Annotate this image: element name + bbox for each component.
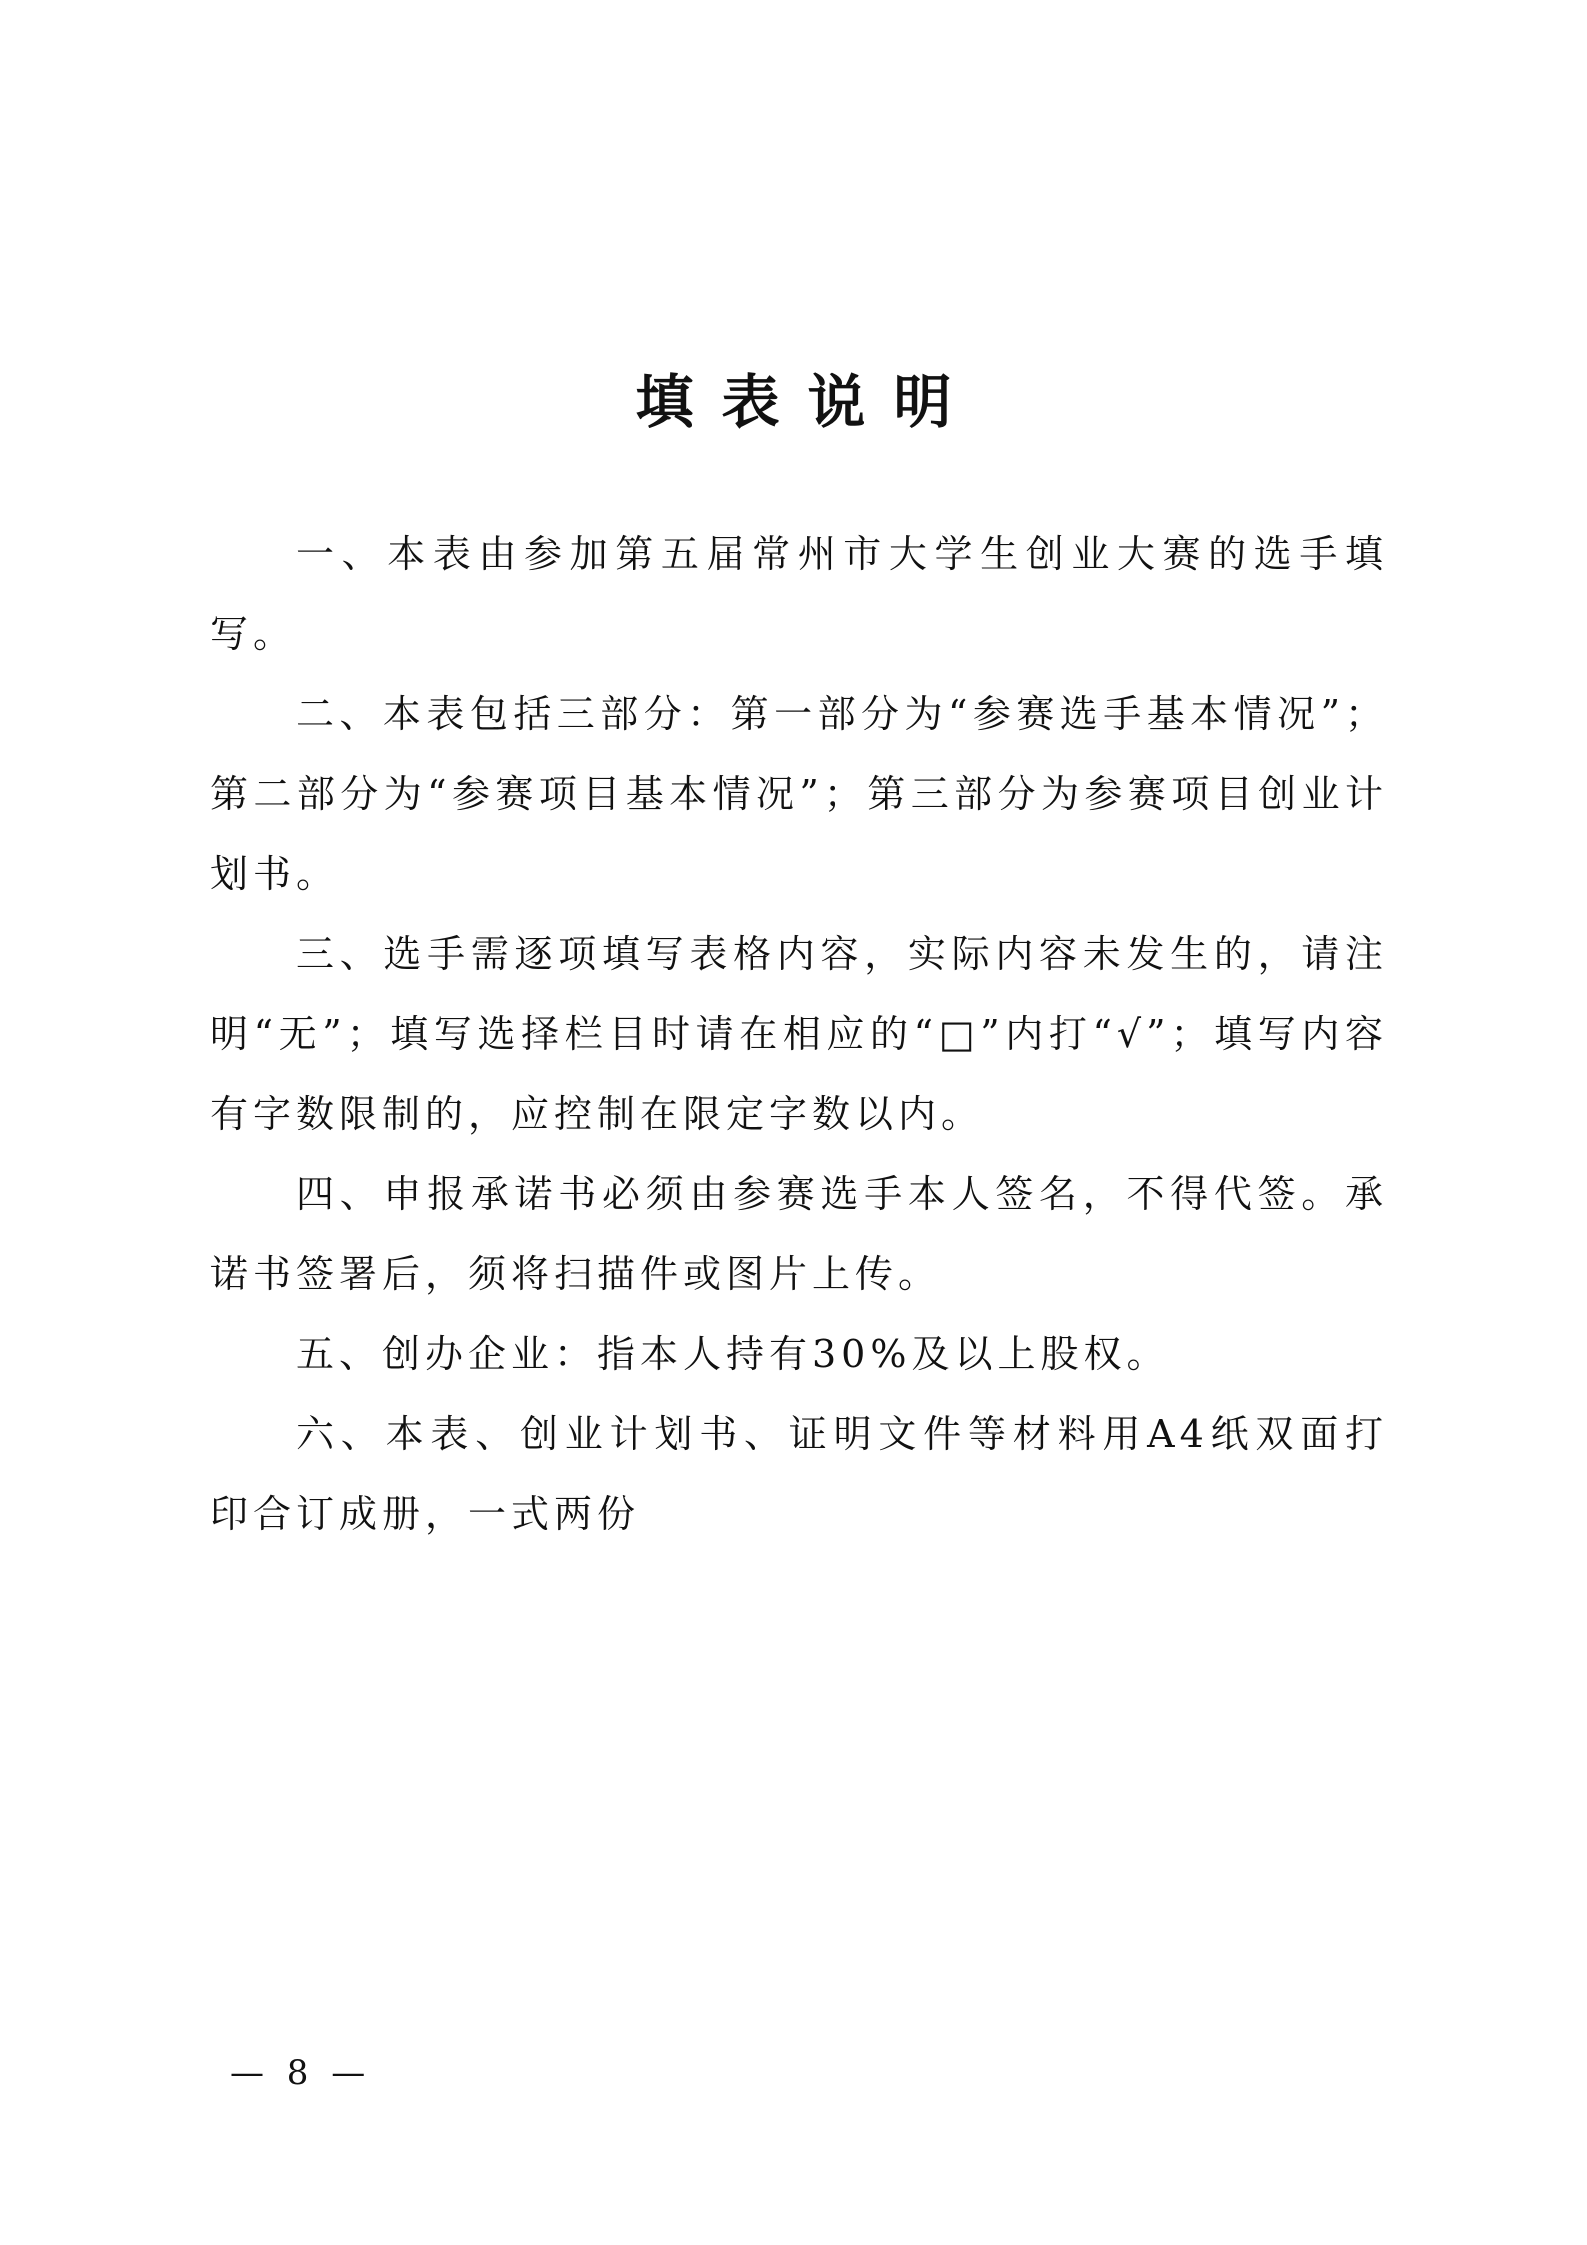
page-title: 填表说明 <box>635 368 980 436</box>
instruction-item-3: 三、选手需逐项填写表格内容，实际内容未发生的，请注明“无”；填写选择栏目时请在相应的“□”内打“√”；填写内容有字数限制的，应控制在限定字数以内。 <box>210 932 1388 1136</box>
instruction-item-1: 一、本表由参加第五届常州市大学生创业大赛的选手填写。 <box>210 532 1388 656</box>
instruction-item-4: 四、申报承诺书必须由参赛选手本人签名，不得代签。承诺书签署后，须将扫描件或图片上传。 <box>210 1172 1388 1296</box>
instructions-body <box>210 514 1388 1554</box>
instruction-item-5: 五、创办企业：指本人持有30%及以上股权。 <box>296 1332 1170 1376</box>
instruction-item-6: 六、本表、创业计划书、证明文件等材料用A4纸双面打印合订成册，一式两份 <box>210 1412 1388 1536</box>
instruction-item-2: 二、本表包括三部分：第一部分为“参赛选手基本情况”；第二部分为“参赛项目基本情况”；第三部分为参赛项目创业计划书。 <box>210 692 1388 896</box>
page-number: — 8 — <box>230 2053 372 2093</box>
